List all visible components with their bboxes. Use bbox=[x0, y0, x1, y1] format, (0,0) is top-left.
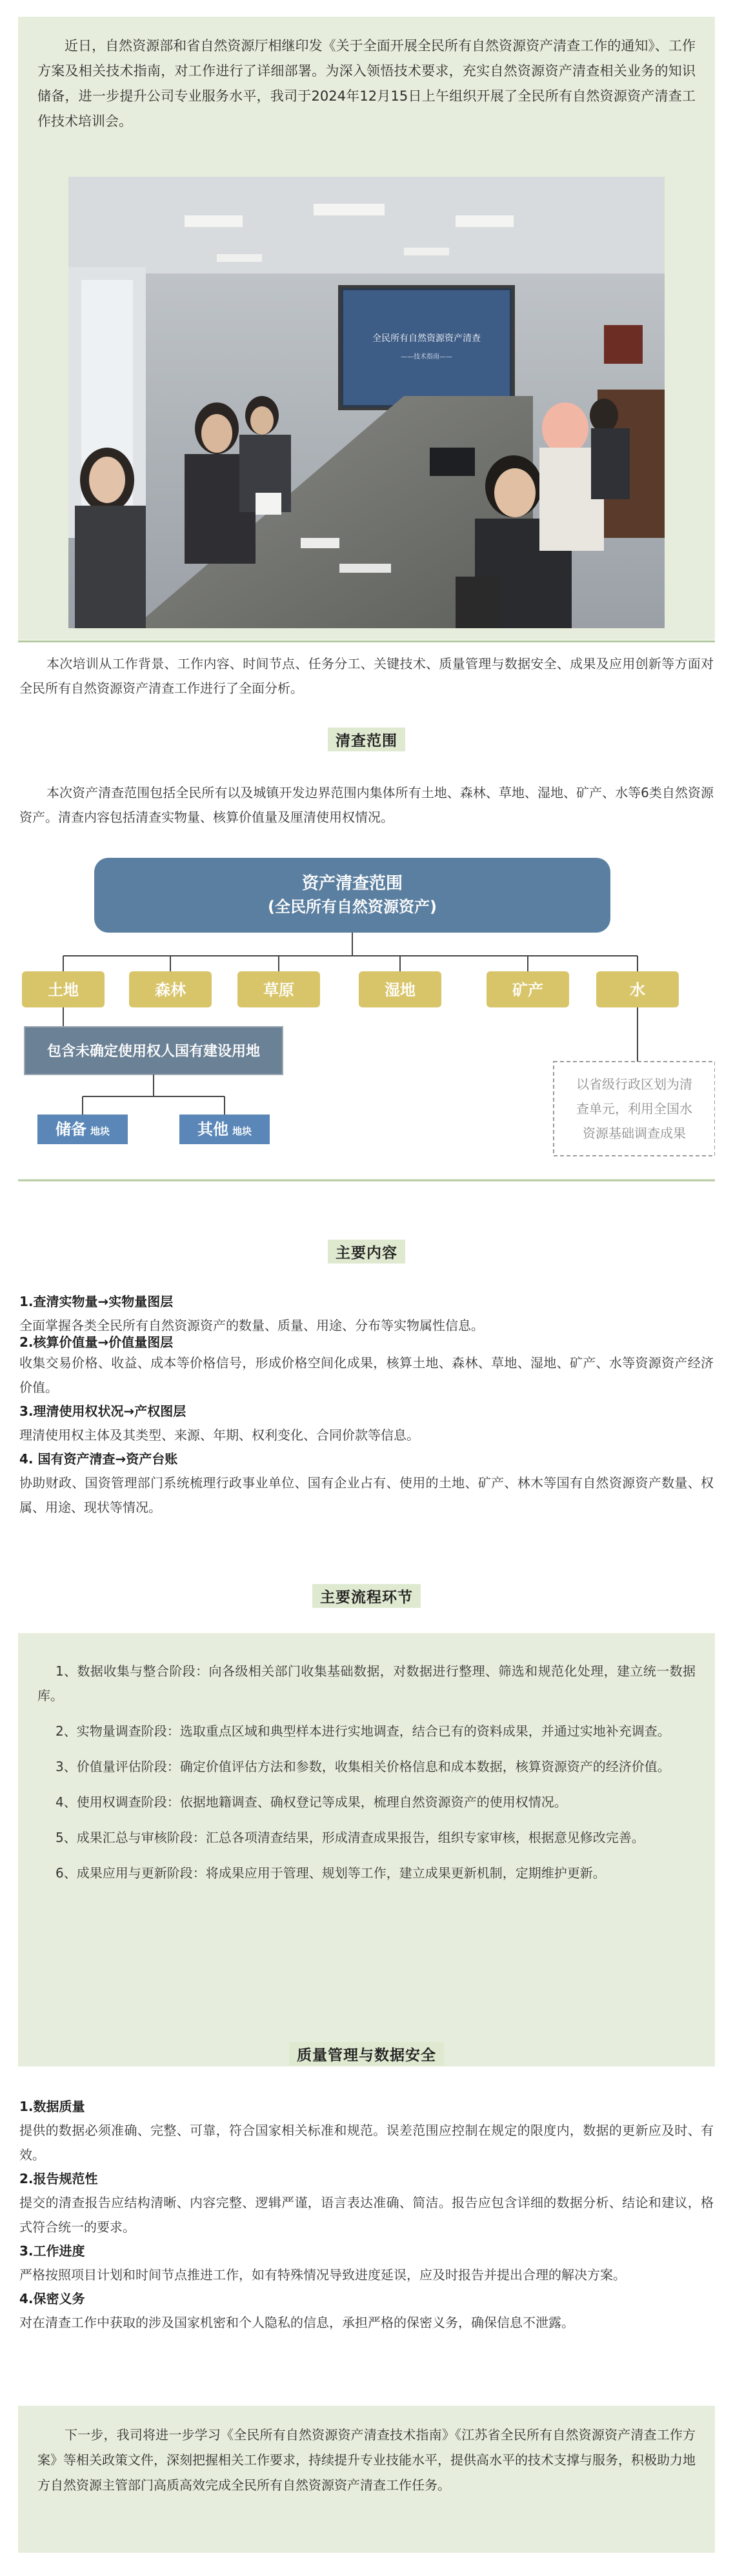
diagram-root-box bbox=[94, 858, 610, 933]
process-step: 1、数据收集与整合阶段：向各级相关部门收集基础数据，对数据进行整理、筛选和规范化处理，建立统一数据库。 bbox=[37, 1663, 696, 1703]
training-photo-illustration bbox=[68, 177, 665, 628]
scope-text: 本次资产清查范围包括全民所有以及城镇开发边界范围内集体所有土地、森林、草地、湿地、矿产、水等6类自然资源资产。清查内容包括清查实物量、核算价值量及厘清使用权情况。 bbox=[19, 785, 714, 825]
quality-item bbox=[19, 2239, 714, 2287]
outro-box bbox=[18, 2406, 715, 2553]
content-item bbox=[19, 1334, 714, 1400]
intro-text: 近日，自然资源部和省自然资源厅相继印发《关于全面开展全民所有自然资源资产清查工作的通知》、工作方案及相关技术指南，对工作进行了详细部署。为深入领悟技术要求，充实自然资源资产清查相关业务的知识储备，进一步提升公司专业服务水平，我司于2024年12月15日上午组织开展了全民所有自然资源资产清查工作技术培训会。 bbox=[37, 38, 696, 129]
content-title: 主要内容 bbox=[328, 1240, 405, 1263]
scope-diagram bbox=[18, 845, 715, 1219]
screen-subtitle: ——技术指南—— bbox=[401, 353, 452, 361]
svg-text:以省级行政区划为清: 以省级行政区划为清 bbox=[576, 1076, 692, 1092]
category-mineral bbox=[487, 971, 569, 1007]
quality-item-heading: 3.工作进度 bbox=[19, 2243, 85, 2259]
summary-text: 本次培训从工作背景、工作内容、时间节点、任务分工、关键技术、质量管理与数据安全、成果及应用创新等方面对全民所有自然资源资产清查工作进行了全面分析。 bbox=[19, 656, 714, 696]
content-section-title bbox=[0, 1240, 733, 1263]
quality-item-body: 对在清查工作中获取的涉及国家机密和个人隐私的信息，承担严格的保密义务，确保信息不泄露。 bbox=[19, 2315, 574, 2330]
svg-text:储备地块: 储备 地块 bbox=[55, 1120, 110, 1138]
quality-item-body: 提交的清查报告应结构清晰、内容完整、逻辑严谨，语言表达准确、简洁。报告应包含详细的数据分析、结论和建议，格式符合统一的要求。 bbox=[19, 2195, 714, 2235]
category-land bbox=[22, 971, 105, 1007]
process-title: 主要流程环节 bbox=[312, 1584, 421, 1608]
content-item bbox=[19, 1447, 714, 1520]
content-item-body: 全面掌握各类全民所有自然资源资产的数量、质量、用途、分布等实物属性信息。 bbox=[19, 1318, 484, 1333]
content-item-body: 收集交易价格、收益、成本等价格信号，形成价格空间化成果，核算土地、森林、草地、湿地、矿产、水等资源资产经济价值。 bbox=[19, 1355, 714, 1395]
water-note-box bbox=[554, 1062, 715, 1156]
content-item-body: 协助财政、国资管理部门系统梳理行政事业单位、国有企业占有、使用的土地、矿产、林木等国有自然资源资产数量、权属、用途、现状等情况。 bbox=[19, 1475, 714, 1515]
content-item-heading: 4. 国有资产清查→资产台账 bbox=[19, 1451, 178, 1467]
process-step: 2、实物量调查阶段：选取重点区域和典型样本进行实地调查，结合已有的资料成果，并通过实地补充调查。 bbox=[55, 1723, 670, 1739]
category-forest bbox=[129, 971, 212, 1007]
outro-text: 下一步，我司将进一步学习《全民所有自然资源资产清查技术指南》《江苏省全民所有自然资源资产清查工作方案》等相关政策文件，深刻把握相关工作要求，持续提升专业技能水平，提供高水平的技术支撑与服务，积极助力地方自然资源主管部门高质高效完成全民所有自然资源资产清查工作任务。 bbox=[37, 2427, 696, 2493]
svg-text:湿地: 湿地 bbox=[385, 981, 416, 999]
content-item-heading: 3.理清使用权状况→产权图层 bbox=[19, 1403, 186, 1419]
svg-text:资源基础调查成果: 资源基础调查成果 bbox=[583, 1125, 686, 1141]
process-steps-box bbox=[18, 1633, 715, 2066]
quality-list bbox=[19, 2095, 714, 2335]
quality-item bbox=[19, 2287, 714, 2335]
category-wetland bbox=[359, 971, 441, 1007]
quality-item-heading: 4.保密义务 bbox=[19, 2291, 85, 2306]
svg-text:查单元，利用全国水: 查单元，利用全国水 bbox=[576, 1101, 692, 1116]
scope-tree-diagram bbox=[18, 845, 715, 1219]
leaf-reserve-plot bbox=[37, 1115, 128, 1144]
svg-text:包含未确定使用权人国有建设用地: 包含未确定使用权人国有建设用地 bbox=[46, 1044, 261, 1060]
process-step: 6、成果应用与更新阶段：将成果应用于管理、规划等工作，建立成果更新机制，定期维护更新。 bbox=[55, 1865, 606, 1881]
process-section-title bbox=[0, 1584, 733, 1608]
leaf-other-plot bbox=[179, 1115, 270, 1144]
training-photo bbox=[68, 177, 665, 628]
quality-item-body: 提供的数据必须准确、完整、可靠，符合国家相关标准和规范。误差范围应控制在规定的限度内，数据的更新应及时、有效。 bbox=[19, 2123, 714, 2163]
quality-item bbox=[19, 2167, 714, 2239]
svg-text:土地: 土地 bbox=[48, 981, 79, 999]
category-water bbox=[596, 971, 679, 1007]
diagram-root-title: 资产清查范围 bbox=[301, 874, 403, 893]
category-grassland bbox=[237, 971, 320, 1007]
process-step: 4、使用权调查阶段：依据地籍调查、确权登记等成果，梳理自然资源资产的使用权情况。 bbox=[55, 1794, 567, 1810]
content-item bbox=[19, 1290, 714, 1338]
process-step: 5、成果汇总与审核阶段：汇总各项清查结果，形成清查成果报告，组织专家审核，根据意见修改完善。 bbox=[55, 1830, 645, 1845]
svg-text:水: 水 bbox=[630, 981, 645, 999]
svg-text:草原: 草原 bbox=[263, 981, 294, 999]
quality-item-heading: 2.报告规范性 bbox=[19, 2171, 98, 2186]
land-sub-box bbox=[25, 1027, 283, 1075]
scope-section-title bbox=[0, 728, 733, 751]
quality-item-heading: 1.数据质量 bbox=[19, 2099, 85, 2114]
content-item bbox=[19, 1400, 714, 1447]
content-list bbox=[19, 1290, 714, 1520]
content-item-body: 理清使用权主体及其类型、来源、年期、权利变化、合同价款等信息。 bbox=[19, 1427, 419, 1443]
divider bbox=[18, 640, 715, 642]
quality-item-body: 严格按照项目计划和时间节点推进工作，如有特殊情况导致进度延误，应及时报告并提出合理的解决方案。 bbox=[19, 2267, 626, 2283]
intro-box bbox=[18, 17, 715, 164]
process-step: 3、价值量评估阶段：确定价值评估方法和参数，收集相关价格信息和成本数据，核算资源资产的经济价值。 bbox=[55, 1759, 670, 1774]
svg-text:森林: 森林 bbox=[155, 981, 186, 999]
svg-text:其他地块: 其他 地块 bbox=[197, 1120, 252, 1138]
svg-text:矿产: 矿产 bbox=[512, 981, 543, 999]
quality-item bbox=[19, 2095, 714, 2167]
content-item-heading: 1.查清实物量→实物量图层 bbox=[19, 1294, 174, 1309]
scope-title: 清查范围 bbox=[328, 728, 405, 751]
photo-frame bbox=[18, 164, 715, 640]
content-item-heading: 2.核算价值量→价值量图层 bbox=[19, 1334, 174, 1350]
quality-title: 质量管理与数据安全 bbox=[289, 2042, 444, 2066]
screen-title: 全民所有自然资源资产清查 bbox=[372, 333, 481, 344]
diagram-root-subtitle: (全民所有自然资源资产) bbox=[268, 898, 437, 916]
quality-section-title bbox=[0, 2042, 733, 2066]
